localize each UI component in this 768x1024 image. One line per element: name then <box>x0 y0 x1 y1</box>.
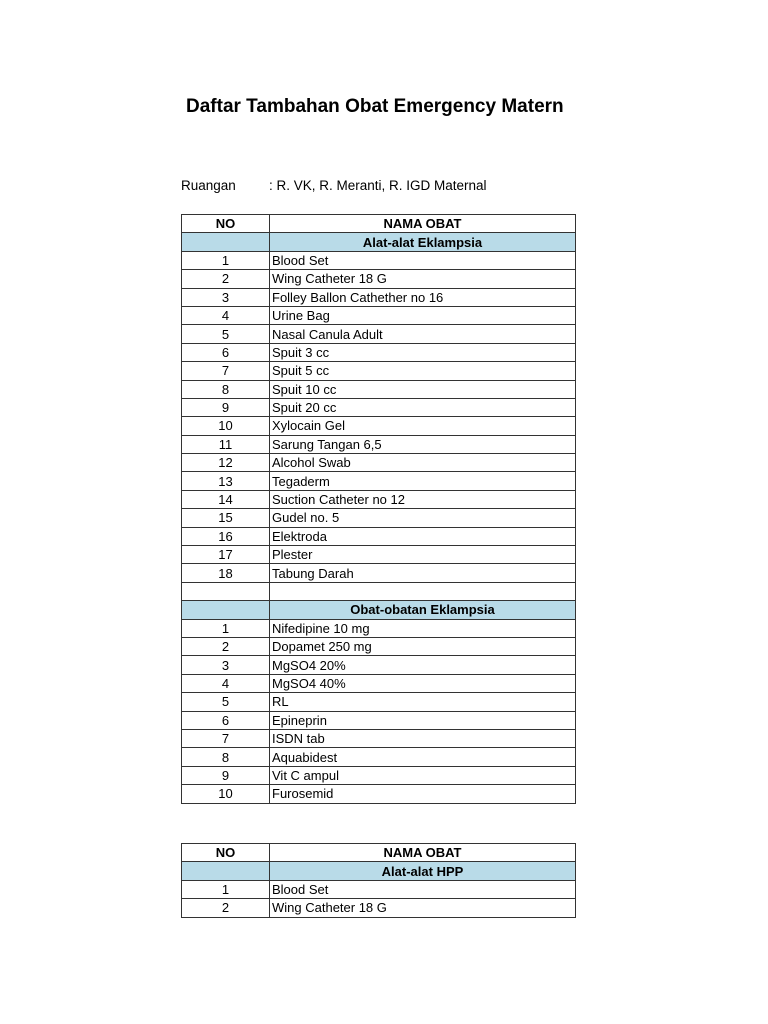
medicine-name: Nifedipine 10 mg <box>270 619 576 637</box>
table-row <box>182 711 576 729</box>
medicine-table-eklampsia <box>181 214 576 804</box>
table-row <box>182 619 576 637</box>
medicine-name: Wing Catheter 18 G <box>270 899 576 917</box>
table-row <box>182 325 576 343</box>
medicine-name: ISDN tab <box>270 729 576 747</box>
medicine-name: MgSO4 20% <box>270 656 576 674</box>
table-row <box>182 306 576 324</box>
table-header-row <box>182 844 576 862</box>
table-row <box>182 766 576 784</box>
medicine-name: Aquabidest <box>270 748 576 766</box>
table-row <box>182 880 576 898</box>
medicine-name: RL <box>270 693 576 711</box>
section-no-cell <box>182 233 270 251</box>
table-row <box>182 564 576 582</box>
table-row <box>182 748 576 766</box>
row-number: 8 <box>182 380 270 398</box>
table-row <box>182 417 576 435</box>
section-row-alat-hpp <box>182 862 576 880</box>
table-row <box>182 398 576 416</box>
row-number: 1 <box>182 251 270 269</box>
row-number: 15 <box>182 509 270 527</box>
row-number: 1 <box>182 880 270 898</box>
row-number: 4 <box>182 674 270 692</box>
row-number: 18 <box>182 564 270 582</box>
table-row <box>182 270 576 288</box>
medicine-name: Furosemid <box>270 785 576 803</box>
table-row <box>182 899 576 917</box>
row-number: 10 <box>182 785 270 803</box>
header-name: NAMA OBAT <box>270 844 576 862</box>
table-row <box>182 251 576 269</box>
section-title-alat-eklampsia: Alat-alat Eklampsia <box>270 233 576 251</box>
row-number: 14 <box>182 490 270 508</box>
header-name: NAMA OBAT <box>270 215 576 233</box>
medicine-name: Plester <box>270 546 576 564</box>
medicine-name: Spuit 5 cc <box>270 362 576 380</box>
table-row <box>182 490 576 508</box>
table-row <box>182 380 576 398</box>
medicine-name: Suction Catheter no 12 <box>270 490 576 508</box>
section-no-cell <box>182 601 270 619</box>
room-label: Ruangan <box>181 178 236 193</box>
table-header-row <box>182 215 576 233</box>
medicine-name: Folley Ballon Cathether no 16 <box>270 288 576 306</box>
table-row <box>182 785 576 803</box>
table-row <box>182 693 576 711</box>
medicine-name: Elektroda <box>270 527 576 545</box>
section-no-cell <box>182 862 270 880</box>
blank-cell-no <box>182 582 270 600</box>
row-number: 9 <box>182 766 270 784</box>
medicine-name: Dopamet 250 mg <box>270 637 576 655</box>
medicine-name: Tabung Darah <box>270 564 576 582</box>
table-row <box>182 454 576 472</box>
table-row <box>182 546 576 564</box>
table-row <box>182 343 576 361</box>
medicine-name: Spuit 3 cc <box>270 343 576 361</box>
medicine-name: Spuit 20 cc <box>270 398 576 416</box>
room-value: : R. VK, R. Meranti, R. IGD Maternal <box>269 178 487 193</box>
row-number: 7 <box>182 362 270 380</box>
row-number: 5 <box>182 693 270 711</box>
table-row <box>182 637 576 655</box>
row-number: 8 <box>182 748 270 766</box>
row-number: 13 <box>182 472 270 490</box>
table-row <box>182 435 576 453</box>
row-number: 3 <box>182 288 270 306</box>
row-number: 4 <box>182 306 270 324</box>
room-line <box>181 177 487 195</box>
blank-cell-name <box>270 582 576 600</box>
section-title-alat-hpp: Alat-alat HPP <box>270 862 576 880</box>
row-number: 2 <box>182 637 270 655</box>
table-row <box>182 362 576 380</box>
table-row <box>182 527 576 545</box>
row-number: 6 <box>182 343 270 361</box>
medicine-name: Urine Bag <box>270 306 576 324</box>
row-number: 6 <box>182 711 270 729</box>
table-row <box>182 729 576 747</box>
row-number: 9 <box>182 398 270 416</box>
section-row-obat-eklampsia <box>182 601 576 619</box>
table-row <box>182 288 576 306</box>
header-no: NO <box>182 844 270 862</box>
table-row <box>182 674 576 692</box>
medicine-name: Alcohol Swab <box>270 454 576 472</box>
row-number: 2 <box>182 899 270 917</box>
medicine-name: Vit C ampul <box>270 766 576 784</box>
medicine-name: Spuit 10 cc <box>270 380 576 398</box>
row-number: 2 <box>182 270 270 288</box>
medicine-name: Sarung Tangan 6,5 <box>270 435 576 453</box>
row-number: 17 <box>182 546 270 564</box>
medicine-name: Tegaderm <box>270 472 576 490</box>
blank-row <box>182 582 576 600</box>
row-number: 1 <box>182 619 270 637</box>
section-title-obat-eklampsia: Obat-obatan Eklampsia <box>270 601 576 619</box>
table-row <box>182 656 576 674</box>
row-number: 10 <box>182 417 270 435</box>
medicine-name: Blood Set <box>270 251 576 269</box>
document-title: Daftar Tambahan Obat Emergency Matern <box>186 96 564 117</box>
section-row-alat-eklampsia <box>182 233 576 251</box>
medicine-name: Nasal Canula Adult <box>270 325 576 343</box>
row-number: 5 <box>182 325 270 343</box>
row-number: 3 <box>182 656 270 674</box>
header-no: NO <box>182 215 270 233</box>
medicine-name: Xylocain Gel <box>270 417 576 435</box>
medicine-name: Gudel no. 5 <box>270 509 576 527</box>
row-number: 7 <box>182 729 270 747</box>
medicine-table-hpp <box>181 843 576 918</box>
medicine-name: Wing Catheter 18 G <box>270 270 576 288</box>
row-number: 11 <box>182 435 270 453</box>
medicine-name: Blood Set <box>270 880 576 898</box>
row-number: 16 <box>182 527 270 545</box>
table-row <box>182 472 576 490</box>
medicine-name: Epineprin <box>270 711 576 729</box>
row-number: 12 <box>182 454 270 472</box>
medicine-name: MgSO4 40% <box>270 674 576 692</box>
table-row <box>182 509 576 527</box>
